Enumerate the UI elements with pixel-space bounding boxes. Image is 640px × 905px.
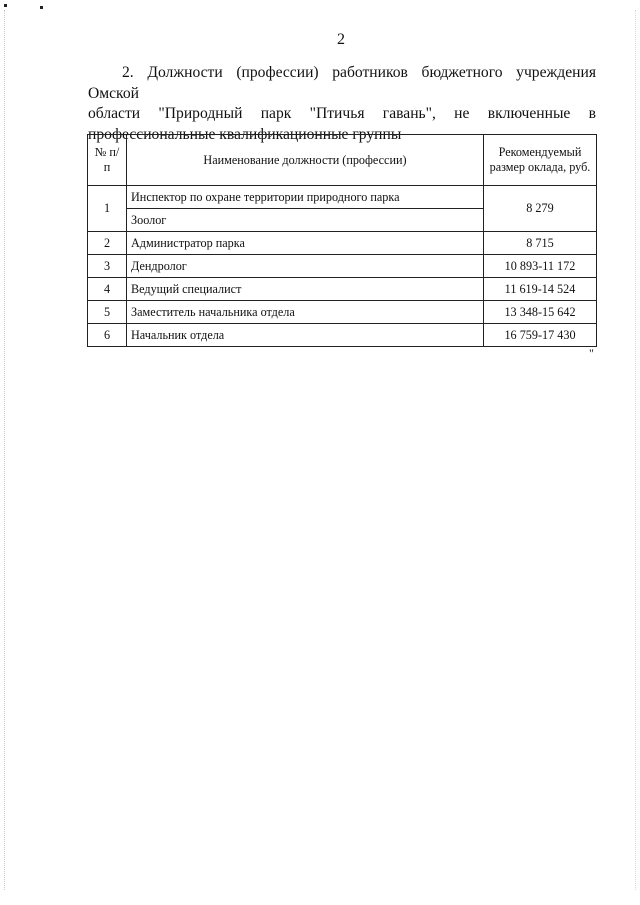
intro-line-1: 2. Должности (профессии) работников бюджетного учреждения Омской [88, 64, 596, 102]
header-position: Наименование должности (профессии) [127, 135, 484, 186]
scan-edge-left [4, 10, 5, 890]
row-num: 1 [88, 186, 127, 232]
closing-quote-mark: " [589, 346, 594, 360]
row-salary: 8 715 [484, 232, 597, 255]
row-position: Заместитель начальника отдела [127, 301, 484, 324]
row-num: 4 [88, 278, 127, 301]
table-row [88, 278, 597, 301]
row-position: Зоолог [127, 209, 484, 232]
section-heading-paragraph [88, 63, 596, 145]
row-salary: 8 279 [484, 186, 597, 232]
header-num: № п/п [88, 135, 127, 186]
row-num: 3 [88, 255, 127, 278]
row-num: 5 [88, 301, 127, 324]
intro-line-3: профессиональные квалификационные группы [88, 125, 402, 143]
row-position: Ведущий специалист [127, 278, 484, 301]
intro-line-2: области "Природный парк "Птичья гавань", не включенные в [88, 105, 596, 122]
table-row [88, 301, 597, 324]
row-num: 6 [88, 324, 127, 347]
scan-artifact [40, 6, 43, 9]
row-salary: 16 759-17 430 [484, 324, 597, 347]
row-position: Администратор парка [127, 232, 484, 255]
row-position: Начальник отдела [127, 324, 484, 347]
scan-edge-right [635, 10, 636, 890]
table-header-row [88, 135, 597, 186]
row-position: Дендролог [127, 255, 484, 278]
header-salary: Рекомендуемый размер оклада, руб. [484, 135, 597, 186]
scan-artifact [4, 4, 7, 7]
row-position: Инспектор по охране территории природного парка [127, 186, 484, 209]
row-salary: 13 348-15 642 [484, 301, 597, 324]
row-num: 2 [88, 232, 127, 255]
row-salary: 10 893-11 172 [484, 255, 597, 278]
table-row [88, 232, 597, 255]
positions-salary-table [87, 134, 597, 347]
page-number: 2 [337, 31, 345, 48]
table-row [88, 255, 597, 278]
table-row [88, 186, 597, 209]
table-row [88, 324, 597, 347]
row-salary: 11 619-14 524 [484, 278, 597, 301]
